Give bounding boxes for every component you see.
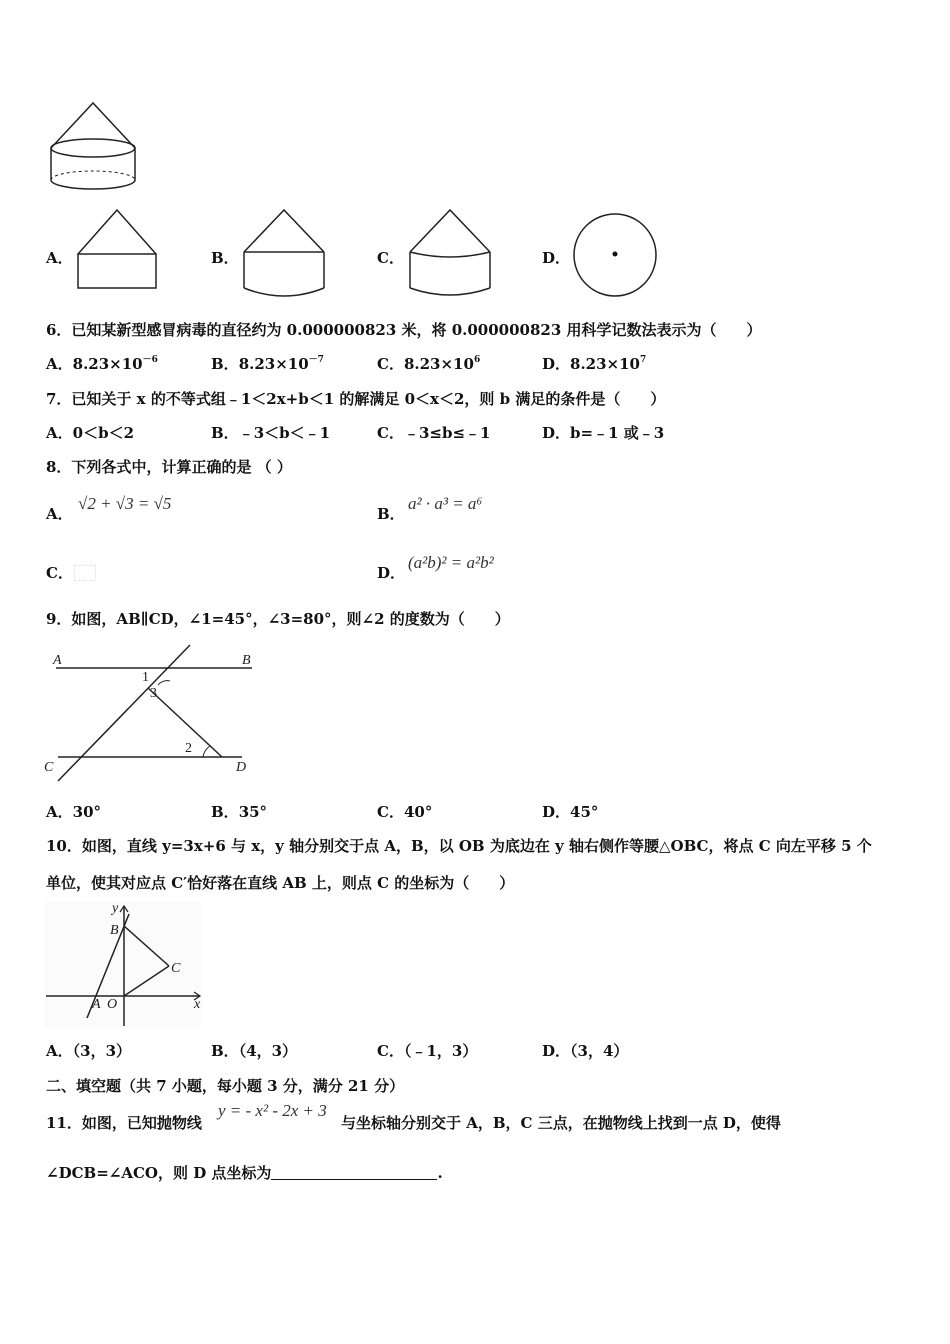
q7-stem: 7．已知关于 x 的不等式组﹣1＜2x+b＜1 的解满足 0＜x＜2，则 b 满足的条件是（ ）: [46, 390, 666, 408]
q10-option-a: A．（3，3）: [46, 1042, 132, 1060]
q10-label-c: C: [171, 961, 181, 976]
q7-option-a: A．0＜b＜2: [46, 424, 135, 442]
q9-option-d: D．45°: [542, 803, 599, 821]
q10-coordinate-figure: [44, 902, 206, 1032]
q9-parallel-lines-figure: [40, 645, 260, 785]
q11-prefix: 11．如图，已知抛物线: [46, 1114, 202, 1132]
q5-option-b-view: [242, 208, 332, 300]
q9-option-b: B．35°: [211, 803, 268, 821]
q9-label-angle-3: 3: [150, 686, 157, 701]
q7-option-b: B．﹣3＜b＜﹣1: [211, 424, 331, 442]
q10-stem-line1: 10．如图，直线 y=3x+6 与 x，y 轴分别交于点 A，B，以 OB 为底边在 y 轴右侧作等腰△OBC，将点 C 向左平移 5 个: [46, 837, 872, 855]
q9-label-d: D: [236, 760, 247, 775]
q5-option-b-letter: B．: [211, 249, 239, 267]
section2-heading: 二、填空题（共 7 小题，每小题 3 分，满分 21 分）: [46, 1077, 405, 1095]
q9-label-b: B: [242, 653, 251, 668]
q9-option-a: A．30°: [46, 803, 102, 821]
q10-option-c: C．（﹣1，3）: [377, 1042, 478, 1060]
q10-label-x: x: [194, 997, 201, 1012]
q8-option-b-formula: a² · a³ = a⁶: [408, 494, 483, 513]
q9-stem: 9．如图，AB∥CD，∠1=45°，∠3=80°，则∠2 的度数为（ ）: [46, 610, 510, 628]
q7-option-d: D．b=﹣1 或﹣3: [542, 424, 665, 442]
q8-option-b-letter: B．: [377, 505, 405, 523]
q5-option-d-letter: D．: [542, 249, 571, 267]
q10-label-a: A: [92, 997, 101, 1012]
q11-formula: y = - x² - 2x + 3: [218, 1101, 327, 1120]
q8-option-c-faint-image: [74, 565, 96, 581]
q6-option-b: B．$8.23\times 10^{-7}$: [211, 355, 324, 373]
q9-label-angle-1: 1: [142, 670, 149, 685]
q6-option-c: C．$8.23\times 10^6$: [377, 355, 481, 373]
q11-suffix: 与坐标轴分别交于 A，B，C 三点，在抛物线上找到一点 D，使得: [341, 1114, 781, 1132]
q10-label-y: y: [112, 901, 119, 916]
q5-solid-figure: [45, 98, 145, 194]
q8-option-d-formula: (a²b)² = a²b²: [408, 553, 494, 572]
q10-stem-line2: 单位，使其对应点 C′恰好落在直线 AB 上，则点 C 的坐标为（ ）: [46, 874, 515, 892]
q11-answer-blank[interactable]: [271, 1165, 437, 1180]
q8-stem: 8．下列各式中，计算正确的是 （ ）: [46, 458, 292, 476]
q5-option-c-view: [408, 208, 498, 300]
q9-label-a: A: [53, 653, 62, 668]
q6-stem: 6．已知某新型感冒病毒的直径约为 0.000000823 米，将 0.000000823 用科学记数法表示为（ ）: [46, 321, 762, 339]
q9-label-c: C: [44, 760, 54, 775]
q6-option-a: A．$8.23\times 10^{-6}$: [46, 355, 158, 373]
q9-label-angle-2: 2: [185, 741, 192, 756]
q5-option-d-view: [572, 212, 658, 298]
q5-option-c-letter: C．: [377, 249, 404, 267]
q7-option-c: C．﹣3≤b≤﹣1: [377, 424, 491, 442]
q8-option-c-letter: C．: [46, 564, 73, 582]
q10-label-o: O: [107, 997, 118, 1012]
q8-option-a-letter: A．: [46, 505, 73, 523]
q5-option-a-view: [76, 208, 162, 292]
q9-option-c: C．40°: [377, 803, 433, 821]
q8-option-a-formula: √2 + √3 = √5: [78, 494, 172, 513]
q10-label-b: B: [110, 923, 119, 938]
q6-option-d: D．$8.23\times 10^7$: [542, 355, 647, 373]
q11-line2: ∠DCB=∠ACO，则 D 点坐标为 .: [46, 1164, 443, 1182]
q5-option-a-letter: A．: [46, 249, 73, 267]
q10-option-d: D．（3，4）: [542, 1042, 629, 1060]
q10-option-b: B．（4，3）: [211, 1042, 298, 1060]
q8-option-d-letter: D．: [377, 564, 406, 582]
